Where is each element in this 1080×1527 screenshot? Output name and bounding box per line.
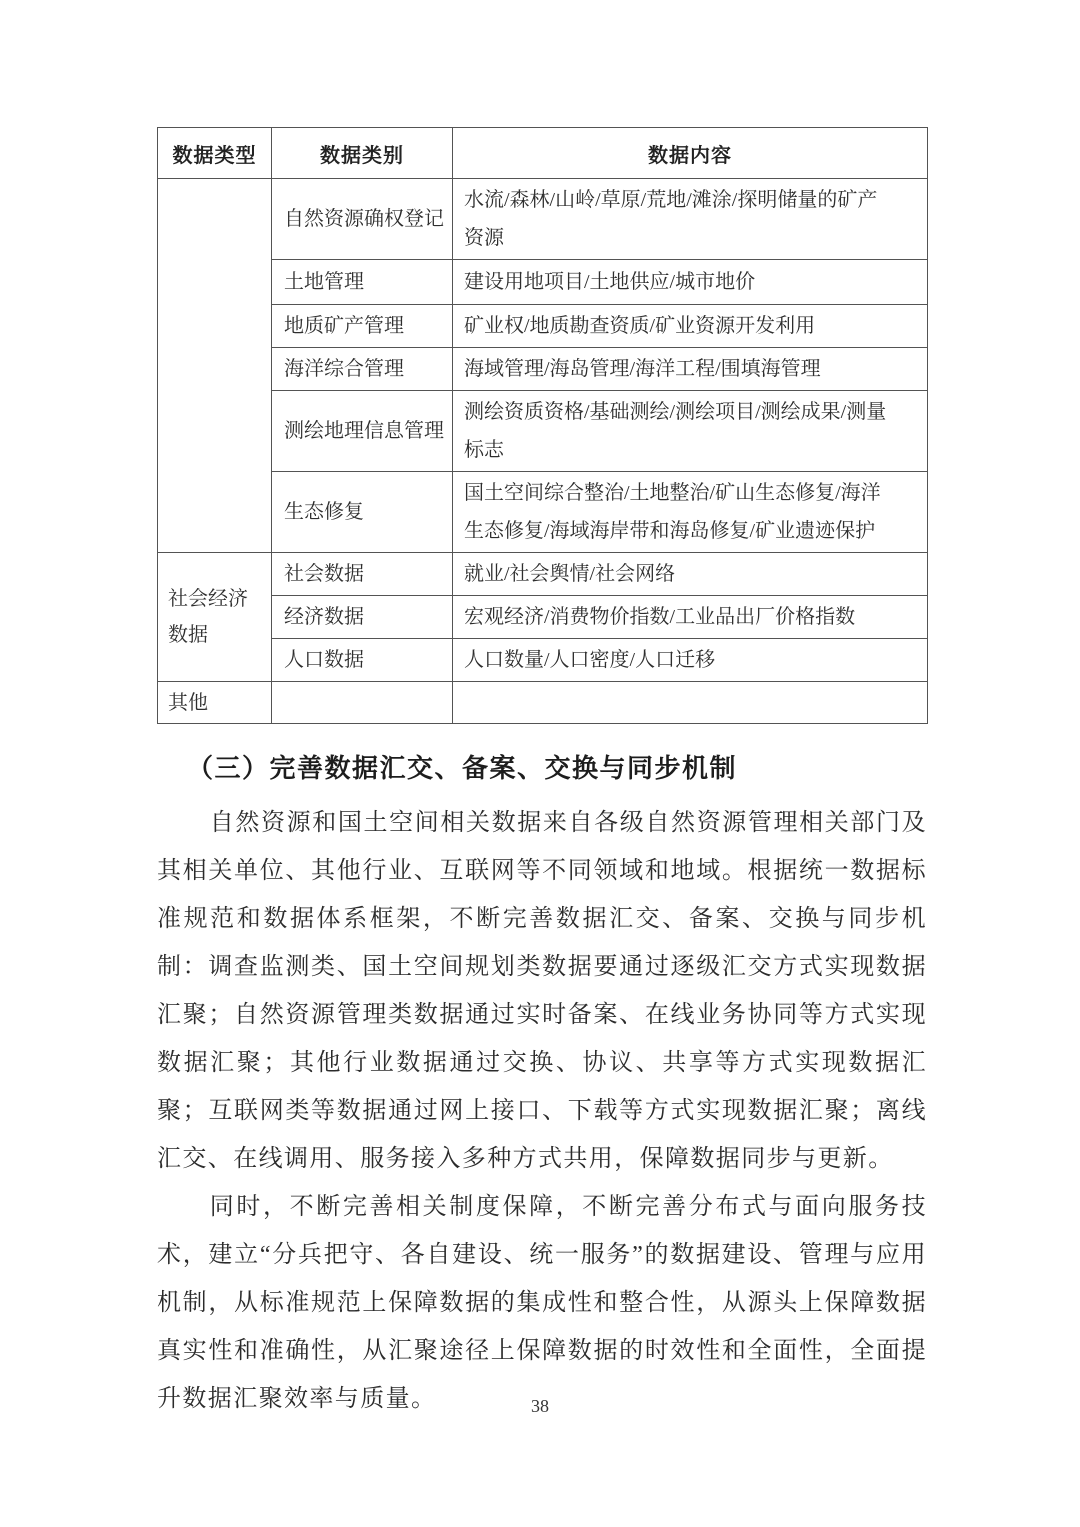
table-row	[158, 260, 928, 305]
table-header	[158, 128, 928, 179]
table-row	[158, 472, 928, 553]
category-cell: 人口数据	[272, 639, 453, 682]
category-cell: 社会数据	[272, 553, 453, 596]
content-cell: 海域管理/海岛管理/海洋工程/围填海管理	[453, 348, 928, 391]
page-content	[157, 127, 927, 1423]
category-cell: 测绘地理信息管理	[272, 391, 453, 472]
content-cell: 测绘资质资格/基础测绘/测绘项目/测绘成果/测量标志	[453, 391, 928, 472]
data-category-table	[157, 127, 928, 724]
category-cell: 海洋综合管理	[272, 348, 453, 391]
type-cell: 其他	[158, 682, 272, 724]
content-cell	[453, 682, 928, 724]
body-paragraph: 自然资源和国土空间相关数据来自各级自然资源管理相关部门及其相关单位、其他行业、互联网等不同领域和地域。根据统一数据标准规范和数据体系框架，不断完善数据汇交、备案、交换与同步机制：调查监测类、国土空间规划类数据要通过逐级汇交方式实现数据汇聚；自然资源管理类数据通过实时备案、在线业务协同等方式实现数据汇聚；其他行业数据通过交换、协议、共享等方式实现数据汇聚；互联网类等数据通过网上接口、下载等方式实现数据汇聚；离线汇交、在线调用、服务接入多种方式共用，保障数据同步与更新。	[157, 810, 927, 1172]
category-cell	[272, 682, 453, 724]
column-header: 数据内容	[453, 128, 928, 179]
category-cell: 经济数据	[272, 596, 453, 639]
category-cell: 自然资源确权登记	[272, 179, 453, 260]
page-number: 38	[531, 1396, 549, 1416]
category-cell: 生态修复	[272, 472, 453, 553]
category-cell: 地质矿产管理	[272, 305, 453, 348]
category-cell: 土地管理	[272, 260, 453, 305]
content-cell: 就业/社会舆情/社会网络	[453, 553, 928, 596]
column-header: 数据类别	[272, 128, 453, 179]
type-cell	[158, 179, 272, 553]
table-row	[158, 553, 928, 596]
table-row	[158, 596, 928, 639]
content-cell: 人口数量/人口密度/人口迁移	[453, 639, 928, 682]
section-heading: （三）完善数据汇交、备案、交换与同步机制	[187, 753, 738, 783]
table-row	[158, 682, 928, 724]
content-cell: 矿业权/地质勘查资质/矿业资源开发利用	[453, 305, 928, 348]
table-row	[158, 639, 928, 682]
content-cell: 宏观经济/消费物价指数/工业品出厂价格指数	[453, 596, 928, 639]
table-body	[158, 179, 928, 724]
body-text	[157, 799, 927, 1423]
body-paragraph: 同时，不断完善相关制度保障，不断完善分布式与面向服务技术，建立“分兵把守、各自建设、统一服务”的数据建设、管理与应用机制，从标准规范上保障数据的集成性和整合性，从源头上保障数据真实性和准确性，从汇聚途径上保障数据的时效性和全面性，全面提升数据汇聚效率与质量。	[157, 1194, 927, 1412]
content-cell: 国土空间综合整治/土地整治/矿山生态修复/海洋生态修复/海域海岸带和海岛修复/矿业遗迹保护	[453, 472, 928, 553]
table-row	[158, 179, 928, 260]
content-cell: 水流/森林/山岭/草原/荒地/滩涂/探明储量的矿产资源	[453, 179, 928, 260]
content-cell: 建设用地项目/土地供应/城市地价	[453, 260, 928, 305]
column-header: 数据类型	[158, 128, 272, 179]
type-cell: 社会经济数据	[158, 553, 272, 682]
table-row	[158, 391, 928, 472]
table-row	[158, 305, 928, 348]
table-row	[158, 348, 928, 391]
table-header-row	[158, 128, 928, 179]
